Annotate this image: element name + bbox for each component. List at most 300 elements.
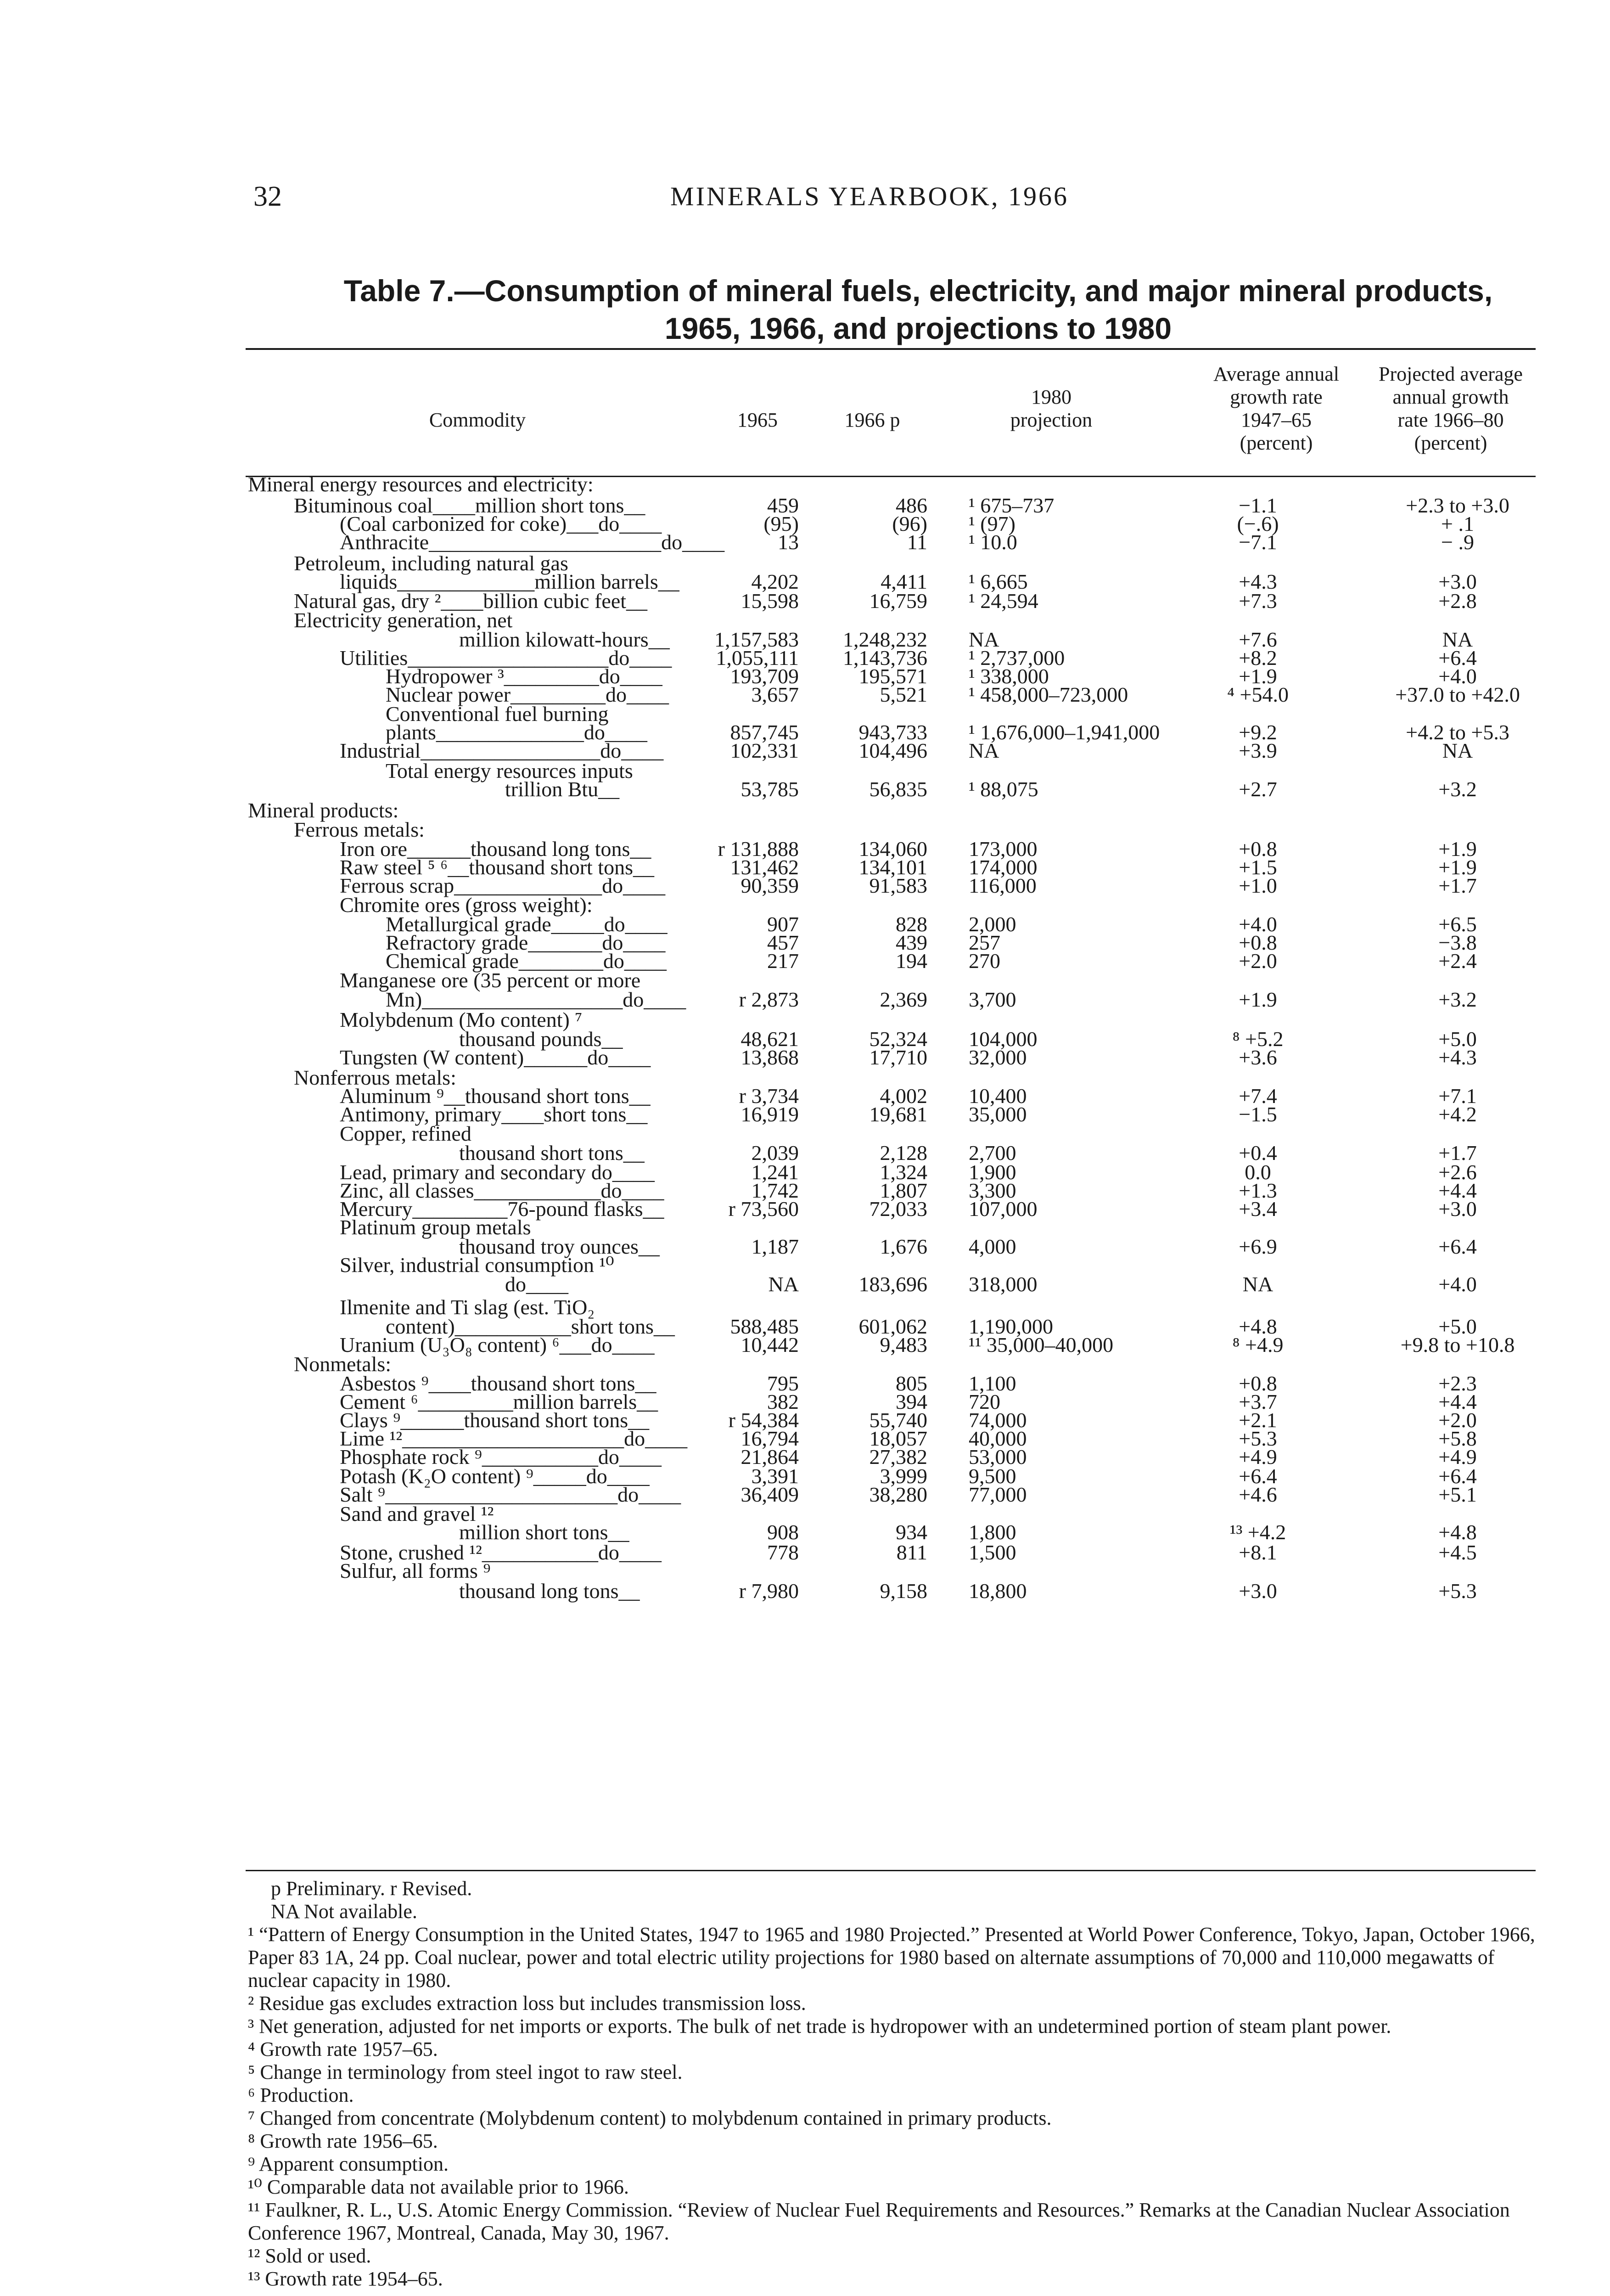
commodity-cell: Clays ⁹______thousand short tons__ xyxy=(340,1408,650,1432)
value-1966-cell: 91,583 xyxy=(869,874,927,897)
projection-1980-cell: 74,000 xyxy=(969,1408,1027,1432)
commodity-cell: Manganese ore (35 percent or more xyxy=(340,968,641,992)
value-1966-cell: 4,002 xyxy=(880,1084,927,1108)
projected-rate-cell: +6.4 xyxy=(1438,1235,1477,1258)
projected-rate-cell: +4.2 xyxy=(1438,1103,1477,1126)
commodity-cell: Conventional fuel burning xyxy=(386,702,609,726)
commodity-cell: Chemical grade________do____ xyxy=(386,949,667,973)
commodity-cell: Ilmenite and Ti slag (est. TiO₂ xyxy=(340,1295,595,1319)
header-1966: 1966 p xyxy=(844,409,900,431)
projection-1980-cell: 107,000 xyxy=(969,1197,1038,1221)
projected-rate-cell: NA xyxy=(1442,628,1473,651)
header-projected-rate xyxy=(1354,363,1547,455)
projection-1980-cell: 35,000 xyxy=(969,1103,1027,1126)
value-1965-cell: 857,745 xyxy=(730,720,799,744)
commodity-cell: Ferrous scrap______________do____ xyxy=(340,874,666,897)
value-1966-cell: 934 xyxy=(896,1520,927,1544)
commodity-cell: Aluminum ⁹__thousand short tons__ xyxy=(340,1084,651,1108)
commodity-cell: Zinc, all classes____________do____ xyxy=(340,1179,664,1202)
growth-rate-cell: +1.3 xyxy=(1239,1179,1277,1202)
footnote: ⁵ Change in terminology from steel ingot to raw steel. xyxy=(248,2061,683,2083)
header-1980-line: projection xyxy=(1010,409,1093,431)
growth-rate-cell: +8.2 xyxy=(1239,646,1277,670)
value-1966-cell: (96) xyxy=(892,512,927,535)
commodity-cell: Nuclear power_________do____ xyxy=(386,683,669,706)
projected-rate-cell: +1.7 xyxy=(1438,874,1477,897)
growth-rate-cell: +8.1 xyxy=(1239,1541,1277,1564)
growth-rate-cell: +3.4 xyxy=(1239,1197,1277,1221)
value-1966-cell: 1,807 xyxy=(880,1179,927,1202)
projection-1980-cell: NA xyxy=(969,739,999,762)
projected-rate-cell: +9.8 to +10.8 xyxy=(1400,1333,1515,1356)
growth-rate-cell: (−.6) xyxy=(1237,512,1279,535)
footnote: ⁷ Changed from concentrate (Molybdenum content) to molybdenum contained in primary products. xyxy=(248,2107,1052,2129)
commodity-cell: Bituminous coal____million short tons__ xyxy=(294,494,645,517)
projected-rate-cell: +2.0 xyxy=(1438,1408,1477,1432)
projected-rate-cell: − .9 xyxy=(1441,530,1474,554)
value-1965-cell: 778 xyxy=(767,1541,799,1564)
header-growth-line: Average annual xyxy=(1213,363,1340,385)
value-1965-cell: 48,621 xyxy=(740,1027,799,1051)
projection-1980-cell: ¹ 458,000–723,000 xyxy=(969,683,1128,706)
value-1966-cell: 943,733 xyxy=(858,720,927,744)
header-1980-line: 1980 xyxy=(1031,386,1071,408)
table-top-rule xyxy=(246,348,1536,350)
header-growth-line: growth rate xyxy=(1230,386,1323,408)
projected-rate-cell: +4.4 xyxy=(1438,1390,1477,1413)
page-number: 32 xyxy=(253,181,282,212)
commodity-cell: trillion Btu__ xyxy=(505,777,620,801)
projected-rate-cell: +4.0 xyxy=(1438,1272,1477,1296)
projection-1980-cell: 18,800 xyxy=(969,1579,1027,1603)
header-1965: 1965 xyxy=(737,409,778,431)
growth-rate-cell: +4.9 xyxy=(1239,1445,1277,1469)
projection-1980-cell: 3,700 xyxy=(969,988,1016,1011)
commodity-cell: Electricity generation, net xyxy=(294,608,513,632)
commodity-cell: Nonmetals: xyxy=(294,1352,392,1376)
header-growth-line: (percent) xyxy=(1240,432,1313,454)
growth-rate-cell: +4.6 xyxy=(1239,1483,1277,1506)
growth-rate-cell: +3.7 xyxy=(1239,1390,1277,1413)
projected-rate-cell: + .1 xyxy=(1441,512,1474,535)
projection-1980-cell: ¹ 1,676,000–1,941,000 xyxy=(969,720,1160,744)
commodity-cell: Lead, primary and secondary do____ xyxy=(340,1160,655,1184)
projected-rate-cell: +4.3 xyxy=(1438,1046,1477,1069)
projected-rate-cell: +5.8 xyxy=(1438,1427,1477,1450)
projection-1980-cell: 32,000 xyxy=(969,1046,1027,1069)
commodity-cell: Mn)___________________do____ xyxy=(386,988,686,1011)
projection-1980-cell: 173,000 xyxy=(969,837,1038,861)
value-1965-cell: 795 xyxy=(767,1372,799,1395)
projection-1980-cell: 3,300 xyxy=(969,1179,1016,1202)
growth-rate-cell: +4.0 xyxy=(1239,912,1277,936)
value-1965-cell: 3,657 xyxy=(751,683,799,706)
projection-1980-cell: 2,000 xyxy=(969,912,1016,936)
commodity-cell: Lime ¹²_____________________do____ xyxy=(340,1427,688,1450)
value-1965-cell: 16,794 xyxy=(740,1427,799,1450)
projection-1980-cell: 720 xyxy=(969,1390,1000,1413)
value-1966-cell: 2,128 xyxy=(880,1141,927,1165)
projected-rate-cell: +2.6 xyxy=(1438,1160,1477,1184)
value-1965-cell: 15,598 xyxy=(740,589,799,613)
projection-1980-cell: 174,000 xyxy=(969,855,1038,879)
value-1965-cell: 1,742 xyxy=(751,1179,799,1202)
growth-rate-cell: +6.9 xyxy=(1239,1235,1277,1258)
table-title-line-1: Table 7.—Consumption of mineral fuels, electricity, and major mineral products, xyxy=(343,274,1493,308)
growth-rate-cell: ¹³ +4.2 xyxy=(1229,1520,1286,1544)
value-1966-cell: 38,280 xyxy=(869,1483,927,1506)
value-1966-cell: 183,696 xyxy=(858,1272,927,1296)
value-1966-cell: 4,411 xyxy=(881,570,927,593)
value-1965-cell: 4,202 xyxy=(751,570,799,593)
value-1965-cell: 3,391 xyxy=(751,1464,799,1488)
growth-rate-cell: +6.4 xyxy=(1239,1464,1277,1488)
commodity-cell: Asbestos ⁹____thousand short tons__ xyxy=(340,1372,656,1395)
value-1965-cell: 36,409 xyxy=(740,1483,799,1506)
value-1965-cell: 588,485 xyxy=(730,1315,799,1338)
projected-rate-cell: −3.8 xyxy=(1438,931,1477,954)
value-1966-cell: 1,676 xyxy=(880,1235,927,1258)
commodity-cell: Nonferrous metals: xyxy=(294,1066,456,1089)
value-1966-cell: 195,571 xyxy=(858,664,927,688)
projection-1980-cell: 53,000 xyxy=(969,1445,1027,1469)
commodity-cell: Anthracite______________________do____ xyxy=(340,530,725,554)
value-1965-cell: 90,359 xyxy=(740,874,799,897)
projected-rate-cell: +6.4 xyxy=(1438,646,1477,670)
commodity-cell: Hydropower ³_________do____ xyxy=(386,664,662,688)
value-1966-cell: 134,060 xyxy=(858,837,927,861)
commodity-cell: Salt ⁹______________________do____ xyxy=(340,1483,681,1506)
projected-rate-cell: +37.0 to +42.0 xyxy=(1395,683,1520,706)
value-1966-cell: 11 xyxy=(907,530,927,554)
growth-rate-cell: +2.0 xyxy=(1239,949,1277,973)
header-projected-line: annual growth xyxy=(1392,386,1509,408)
projected-rate-cell: +4.0 xyxy=(1438,664,1477,688)
projection-1980-cell: 104,000 xyxy=(969,1027,1038,1051)
value-1966-cell: 56,835 xyxy=(869,777,927,801)
growth-rate-cell: −1.5 xyxy=(1239,1103,1277,1126)
value-1965-cell: r 54,384 xyxy=(728,1408,799,1432)
value-1966-cell: 805 xyxy=(896,1372,927,1395)
value-1965-cell: r 7,980 xyxy=(739,1579,799,1603)
footnote: ⁶ Production. xyxy=(248,2084,354,2106)
value-1965-cell: NA xyxy=(768,1272,799,1296)
footnote: ¹ “Pattern of Energy Consumption in the United States, 1947 to 1965 and 1980 Projected.” Presented at World Power Conference, Tokyo, Japan, October 1966, Paper 83 1A, 24 pp. Coal nuclear, power and total electric utility projections for 1980 based on alternate assumptions of 70,000 and 110,000 megawatts of nuclear capacity in 1980. xyxy=(248,1923,1535,1992)
value-1965-cell: 193,709 xyxy=(730,664,799,688)
commodity-cell: Potash (K₂O content) ⁹_____do____ xyxy=(340,1464,650,1488)
footnote: ³ Net generation, adjusted for net imports or exports. The bulk of net trade is hydropower with an undetermined portion of steam plant power. xyxy=(248,2015,1391,2037)
commodity-cell: Silver, industrial consumption ¹⁰ xyxy=(340,1253,614,1277)
column-headers xyxy=(0,358,1610,473)
projected-rate-cell: +2.3 xyxy=(1438,1372,1477,1395)
value-1965-cell: 907 xyxy=(767,912,799,936)
growth-rate-cell: +7.6 xyxy=(1239,628,1277,651)
projection-1980-cell: 9,500 xyxy=(969,1464,1016,1488)
commodity-cell: Uranium (U₃O₈ content) ⁶___do____ xyxy=(340,1333,655,1356)
projection-1980-cell: 318,000 xyxy=(969,1272,1038,1296)
projected-rate-cell: +6.4 xyxy=(1438,1464,1477,1488)
value-1966-cell: 1,248,232 xyxy=(843,628,927,651)
value-1966-cell: 9,483 xyxy=(880,1333,927,1356)
commodity-cell: Raw steel ⁵ ⁶__thousand short tons__ xyxy=(340,855,654,879)
projected-rate-cell: +5.0 xyxy=(1438,1315,1477,1338)
commodity-cell: Molybdenum (Mo content) ⁷ xyxy=(340,1008,583,1031)
value-1966-cell: 1,143,736 xyxy=(843,646,927,670)
commodity-cell: Mineral products: xyxy=(248,799,399,822)
value-1966-cell: 9,158 xyxy=(880,1579,927,1603)
commodity-cell: do____ xyxy=(505,1272,568,1296)
value-1966-cell: 194 xyxy=(896,949,927,973)
growth-rate-cell: NA xyxy=(1242,1272,1273,1296)
growth-rate-cell: +1.9 xyxy=(1239,664,1277,688)
value-1966-cell: 1,324 xyxy=(880,1160,927,1184)
commodity-cell: Stone, crushed ¹²___________do____ xyxy=(340,1541,662,1564)
projection-1980-cell: ¹ 10.0 xyxy=(969,530,1017,554)
commodity-cell: Industrial_________________do____ xyxy=(340,739,664,762)
commodity-cell: Sand and gravel ¹² xyxy=(340,1502,494,1525)
value-1965-cell: 13 xyxy=(778,530,799,554)
commodity-cell: Phosphate rock ⁹___________do____ xyxy=(340,1445,662,1469)
projected-rate-cell: +2.3 to +3.0 xyxy=(1406,494,1509,517)
table-row xyxy=(0,1272,1610,1297)
commodity-cell: Tungsten (W content)______do____ xyxy=(340,1046,651,1069)
projection-1980-cell: ¹ 338,000 xyxy=(969,664,1049,688)
header-growth-line: 1947–65 xyxy=(1241,409,1312,431)
projected-rate-cell: +2.4 xyxy=(1438,949,1477,973)
projection-1980-cell: 1,900 xyxy=(969,1160,1016,1184)
projection-1980-cell: 1,100 xyxy=(969,1372,1016,1395)
commodity-cell: Sulfur, all forms ⁹ xyxy=(340,1559,491,1582)
growth-rate-cell: +9.2 xyxy=(1239,720,1277,744)
value-1965-cell: r 3,734 xyxy=(739,1084,799,1108)
commodity-cell: thousand troy ounces__ xyxy=(459,1235,660,1258)
growth-rate-cell: 0.0 xyxy=(1245,1160,1271,1184)
value-1966-cell: 18,057 xyxy=(869,1427,927,1450)
value-1966-cell: 439 xyxy=(896,931,927,954)
commodity-cell: Petroleum, including natural gas xyxy=(294,551,568,575)
footnote: ¹³ Growth rate 1954–65. xyxy=(248,2268,443,2290)
projected-rate-cell: +4.8 xyxy=(1438,1520,1477,1544)
growth-rate-cell: +3.0 xyxy=(1239,1579,1277,1603)
value-1966-cell: 16,759 xyxy=(869,589,927,613)
commodity-cell: Ferrous metals: xyxy=(294,818,425,841)
commodity-cell: Platinum group metals xyxy=(340,1216,531,1239)
growth-rate-cell: +2.1 xyxy=(1239,1408,1277,1432)
projected-rate-cell: +1.7 xyxy=(1438,1141,1477,1165)
running-head xyxy=(0,178,1610,215)
commodity-cell: Refractory grade_______do____ xyxy=(386,931,666,954)
growth-rate-cell: +3.9 xyxy=(1239,739,1277,762)
header-projected-line: rate 1966–80 xyxy=(1397,409,1504,431)
value-1966-cell: 17,710 xyxy=(869,1046,927,1069)
growth-rate-cell: +4.3 xyxy=(1239,570,1277,593)
growth-rate-cell: +0.4 xyxy=(1239,1141,1277,1165)
value-1966-cell: 2,369 xyxy=(880,988,927,1011)
commodity-cell: thousand long tons__ xyxy=(459,1579,640,1603)
value-1965-cell: 21,864 xyxy=(740,1445,799,1469)
value-1966-cell: 104,496 xyxy=(858,739,927,762)
growth-rate-cell: −1.1 xyxy=(1239,494,1277,517)
projected-rate-cell: +1.9 xyxy=(1438,855,1477,879)
growth-rate-cell: +1.0 xyxy=(1239,874,1277,897)
projection-1980-cell: 270 xyxy=(969,949,1000,973)
commodity-cell: thousand short tons__ xyxy=(459,1141,645,1165)
projection-1980-cell: 116,000 xyxy=(969,874,1037,897)
commodity-cell: thousand pounds__ xyxy=(459,1027,623,1051)
projection-1980-cell: ¹ 6,665 xyxy=(969,570,1028,593)
projection-1980-cell: 257 xyxy=(969,931,1000,954)
commodity-cell: liquids_____________million barrels__ xyxy=(340,570,679,593)
footnote: NA Not available. xyxy=(271,1900,417,1923)
projection-1980-cell: 1,190,000 xyxy=(969,1315,1053,1338)
commodity-cell: Utilities___________________do____ xyxy=(340,646,672,670)
footnote: ⁸ Growth rate 1956–65. xyxy=(248,2130,438,2152)
value-1965-cell: 457 xyxy=(767,931,799,954)
value-1965-cell: 1,157,583 xyxy=(714,628,799,651)
commodity-cell: million short tons__ xyxy=(459,1520,629,1544)
projected-rate-cell: +5.0 xyxy=(1438,1027,1477,1051)
growth-rate-cell: +0.8 xyxy=(1239,1372,1277,1395)
footnotes xyxy=(248,1877,1538,2290)
value-1966-cell: 601,062 xyxy=(858,1315,927,1338)
commodity-cell: content)___________short tons__ xyxy=(386,1315,675,1338)
commodity-cell: Metallurgical grade_____do____ xyxy=(386,912,668,936)
value-1965-cell: 2,039 xyxy=(751,1141,799,1165)
commodity-cell: (Coal carbonized for coke)___do____ xyxy=(340,512,662,535)
value-1966-cell: 486 xyxy=(896,494,927,517)
growth-rate-cell: +7.3 xyxy=(1239,589,1277,613)
value-1965-cell: 13,868 xyxy=(740,1046,799,1069)
commodity-cell: plants______________do____ xyxy=(386,720,647,744)
projected-rate-cell: +5.1 xyxy=(1438,1483,1477,1506)
value-1966-cell: 394 xyxy=(896,1390,927,1413)
growth-rate-cell: +0.8 xyxy=(1239,931,1277,954)
growth-rate-cell: ⁸ +4.9 xyxy=(1232,1333,1284,1356)
footnote: p Preliminary. r Revised. xyxy=(271,1877,472,1900)
projected-rate-cell: +4.4 xyxy=(1438,1179,1477,1202)
projected-rate-cell: +6.5 xyxy=(1438,912,1477,936)
value-1966-cell: 19,681 xyxy=(869,1103,927,1126)
projection-1980-cell: 2,700 xyxy=(969,1141,1016,1165)
projection-1980-cell: 1,800 xyxy=(969,1520,1016,1544)
value-1965-cell: 10,442 xyxy=(740,1333,799,1356)
footnote: ⁴ Growth rate 1957–65. xyxy=(248,2038,438,2060)
footnote: ⁹ Apparent consumption. xyxy=(248,2153,449,2175)
commodity-cell: Natural gas, dry ²____billion cubic feet__ xyxy=(294,589,648,613)
growth-rate-cell: +2.7 xyxy=(1239,777,1277,801)
table-title-line-2: 1965, 1966, and projections to 1980 xyxy=(664,311,1172,345)
projection-1980-cell: ¹ 24,594 xyxy=(969,589,1038,613)
value-1966-cell: 5,521 xyxy=(880,683,927,706)
commodity-cell: Iron ore______thousand long tons__ xyxy=(340,837,651,861)
value-1965-cell: 131,462 xyxy=(730,855,799,879)
commodity-cell: Chromite ores (gross weight): xyxy=(340,893,593,917)
commodity-cell: million kilowatt-hours__ xyxy=(459,628,670,651)
projection-1980-cell: NA xyxy=(969,628,999,651)
value-1965-cell: (95) xyxy=(763,512,799,535)
value-1965-cell: 217 xyxy=(767,949,799,973)
commodity-cell: Mineral energy resources and electricity: xyxy=(248,473,594,496)
projected-rate-cell: +3.0 xyxy=(1438,1197,1477,1221)
projection-1980-cell: ¹¹ 35,000–40,000 xyxy=(969,1333,1114,1356)
value-1966-cell: 55,740 xyxy=(869,1408,927,1432)
running-title: MINERALS YEARBOOK, 1966 xyxy=(670,181,1069,211)
value-1965-cell: 459 xyxy=(767,494,799,517)
value-1966-cell: 828 xyxy=(896,912,927,936)
projected-rate-cell: +4.5 xyxy=(1438,1541,1477,1564)
commodity-cell: Copper, refined xyxy=(340,1122,471,1145)
projection-1980-cell: 10,400 xyxy=(969,1084,1027,1108)
projected-rate-cell: +5.3 xyxy=(1438,1579,1477,1603)
value-1966-cell: 3,999 xyxy=(880,1464,927,1488)
header-1980-projection xyxy=(964,386,1139,432)
footnote: ¹¹ Faulkner, R. L., U.S. Atomic Energy Commission. “Review of Nuclear Fuel Requirements and Resources.” Remarks at the Canadian Nuclear Association Conference 1967, Montreal, Canada, May 30, 1967. xyxy=(248,2199,1510,2244)
value-1966-cell: 134,101 xyxy=(858,855,927,879)
table-row xyxy=(0,1579,1610,1604)
growth-rate-cell: +5.3 xyxy=(1239,1427,1277,1450)
growth-rate-cell: +1.9 xyxy=(1239,988,1277,1011)
table-bottom-rule xyxy=(246,1870,1536,1871)
growth-rate-cell: +4.8 xyxy=(1239,1315,1277,1338)
value-1965-cell: r 73,560 xyxy=(728,1197,799,1221)
header-commodity: Commodity xyxy=(429,409,526,431)
projected-rate-cell: NA xyxy=(1442,739,1473,762)
value-1965-cell: 1,055,111 xyxy=(716,646,799,670)
value-1965-cell: 16,919 xyxy=(740,1103,799,1126)
value-1966-cell: 27,382 xyxy=(869,1445,927,1469)
growth-rate-cell: ⁴ +54.0 xyxy=(1227,683,1289,706)
footnote: ¹⁰ Comparable data not available prior to 1966. xyxy=(248,2176,629,2198)
growth-rate-cell: +3.6 xyxy=(1239,1046,1277,1069)
value-1965-cell: r 131,888 xyxy=(718,837,799,861)
projected-rate-cell: +7.1 xyxy=(1438,1084,1477,1108)
commodity-cell: Total energy resources inputs xyxy=(386,759,633,782)
projection-1980-cell: 4,000 xyxy=(969,1235,1016,1258)
growth-rate-cell: −7.1 xyxy=(1239,530,1277,554)
projection-1980-cell: 77,000 xyxy=(969,1483,1027,1506)
value-1965-cell: 908 xyxy=(767,1520,799,1544)
projection-1980-cell: ¹ (97) xyxy=(969,512,1015,535)
value-1966-cell: 72,033 xyxy=(869,1197,927,1221)
value-1965-cell: 102,331 xyxy=(730,739,799,762)
footnote: ¹² Sold or used. xyxy=(248,2245,371,2267)
projected-rate-cell: +3.0 xyxy=(1438,570,1477,593)
header-projected-line: Projected average xyxy=(1379,363,1523,385)
projection-1980-cell: ¹ 88,075 xyxy=(969,777,1038,801)
projected-rate-cell: +1.9 xyxy=(1438,837,1477,861)
value-1966-cell: 52,324 xyxy=(869,1027,927,1051)
growth-rate-cell: +7.4 xyxy=(1239,1084,1277,1108)
projected-rate-cell: +4.9 xyxy=(1438,1445,1477,1469)
commodity-cell: Mercury_________76-pound flasks__ xyxy=(340,1197,664,1221)
value-1965-cell: 53,785 xyxy=(740,777,799,801)
growth-rate-cell: ⁸ +5.2 xyxy=(1232,1027,1284,1051)
projection-1980-cell: 40,000 xyxy=(969,1427,1027,1450)
value-1965-cell: 1,187 xyxy=(751,1235,799,1258)
projected-rate-cell: +2.8 xyxy=(1438,589,1477,613)
commodity-cell: Antimony, primary____short tons__ xyxy=(340,1103,648,1126)
value-1965-cell: r 2,873 xyxy=(739,988,799,1011)
value-1965-cell: 1,241 xyxy=(751,1160,799,1184)
value-1966-cell: 811 xyxy=(896,1541,927,1564)
projection-1980-cell: ¹ 2,737,000 xyxy=(969,646,1065,670)
projected-rate-cell: +4.2 to +5.3 xyxy=(1406,720,1509,744)
growth-rate-cell: +0.8 xyxy=(1239,837,1277,861)
header-projected-line: (percent) xyxy=(1414,432,1487,454)
table-title xyxy=(321,272,1515,347)
commodity-cell: Cement ⁶_________million barrels__ xyxy=(340,1390,658,1413)
header-growth-rate xyxy=(1194,363,1359,455)
